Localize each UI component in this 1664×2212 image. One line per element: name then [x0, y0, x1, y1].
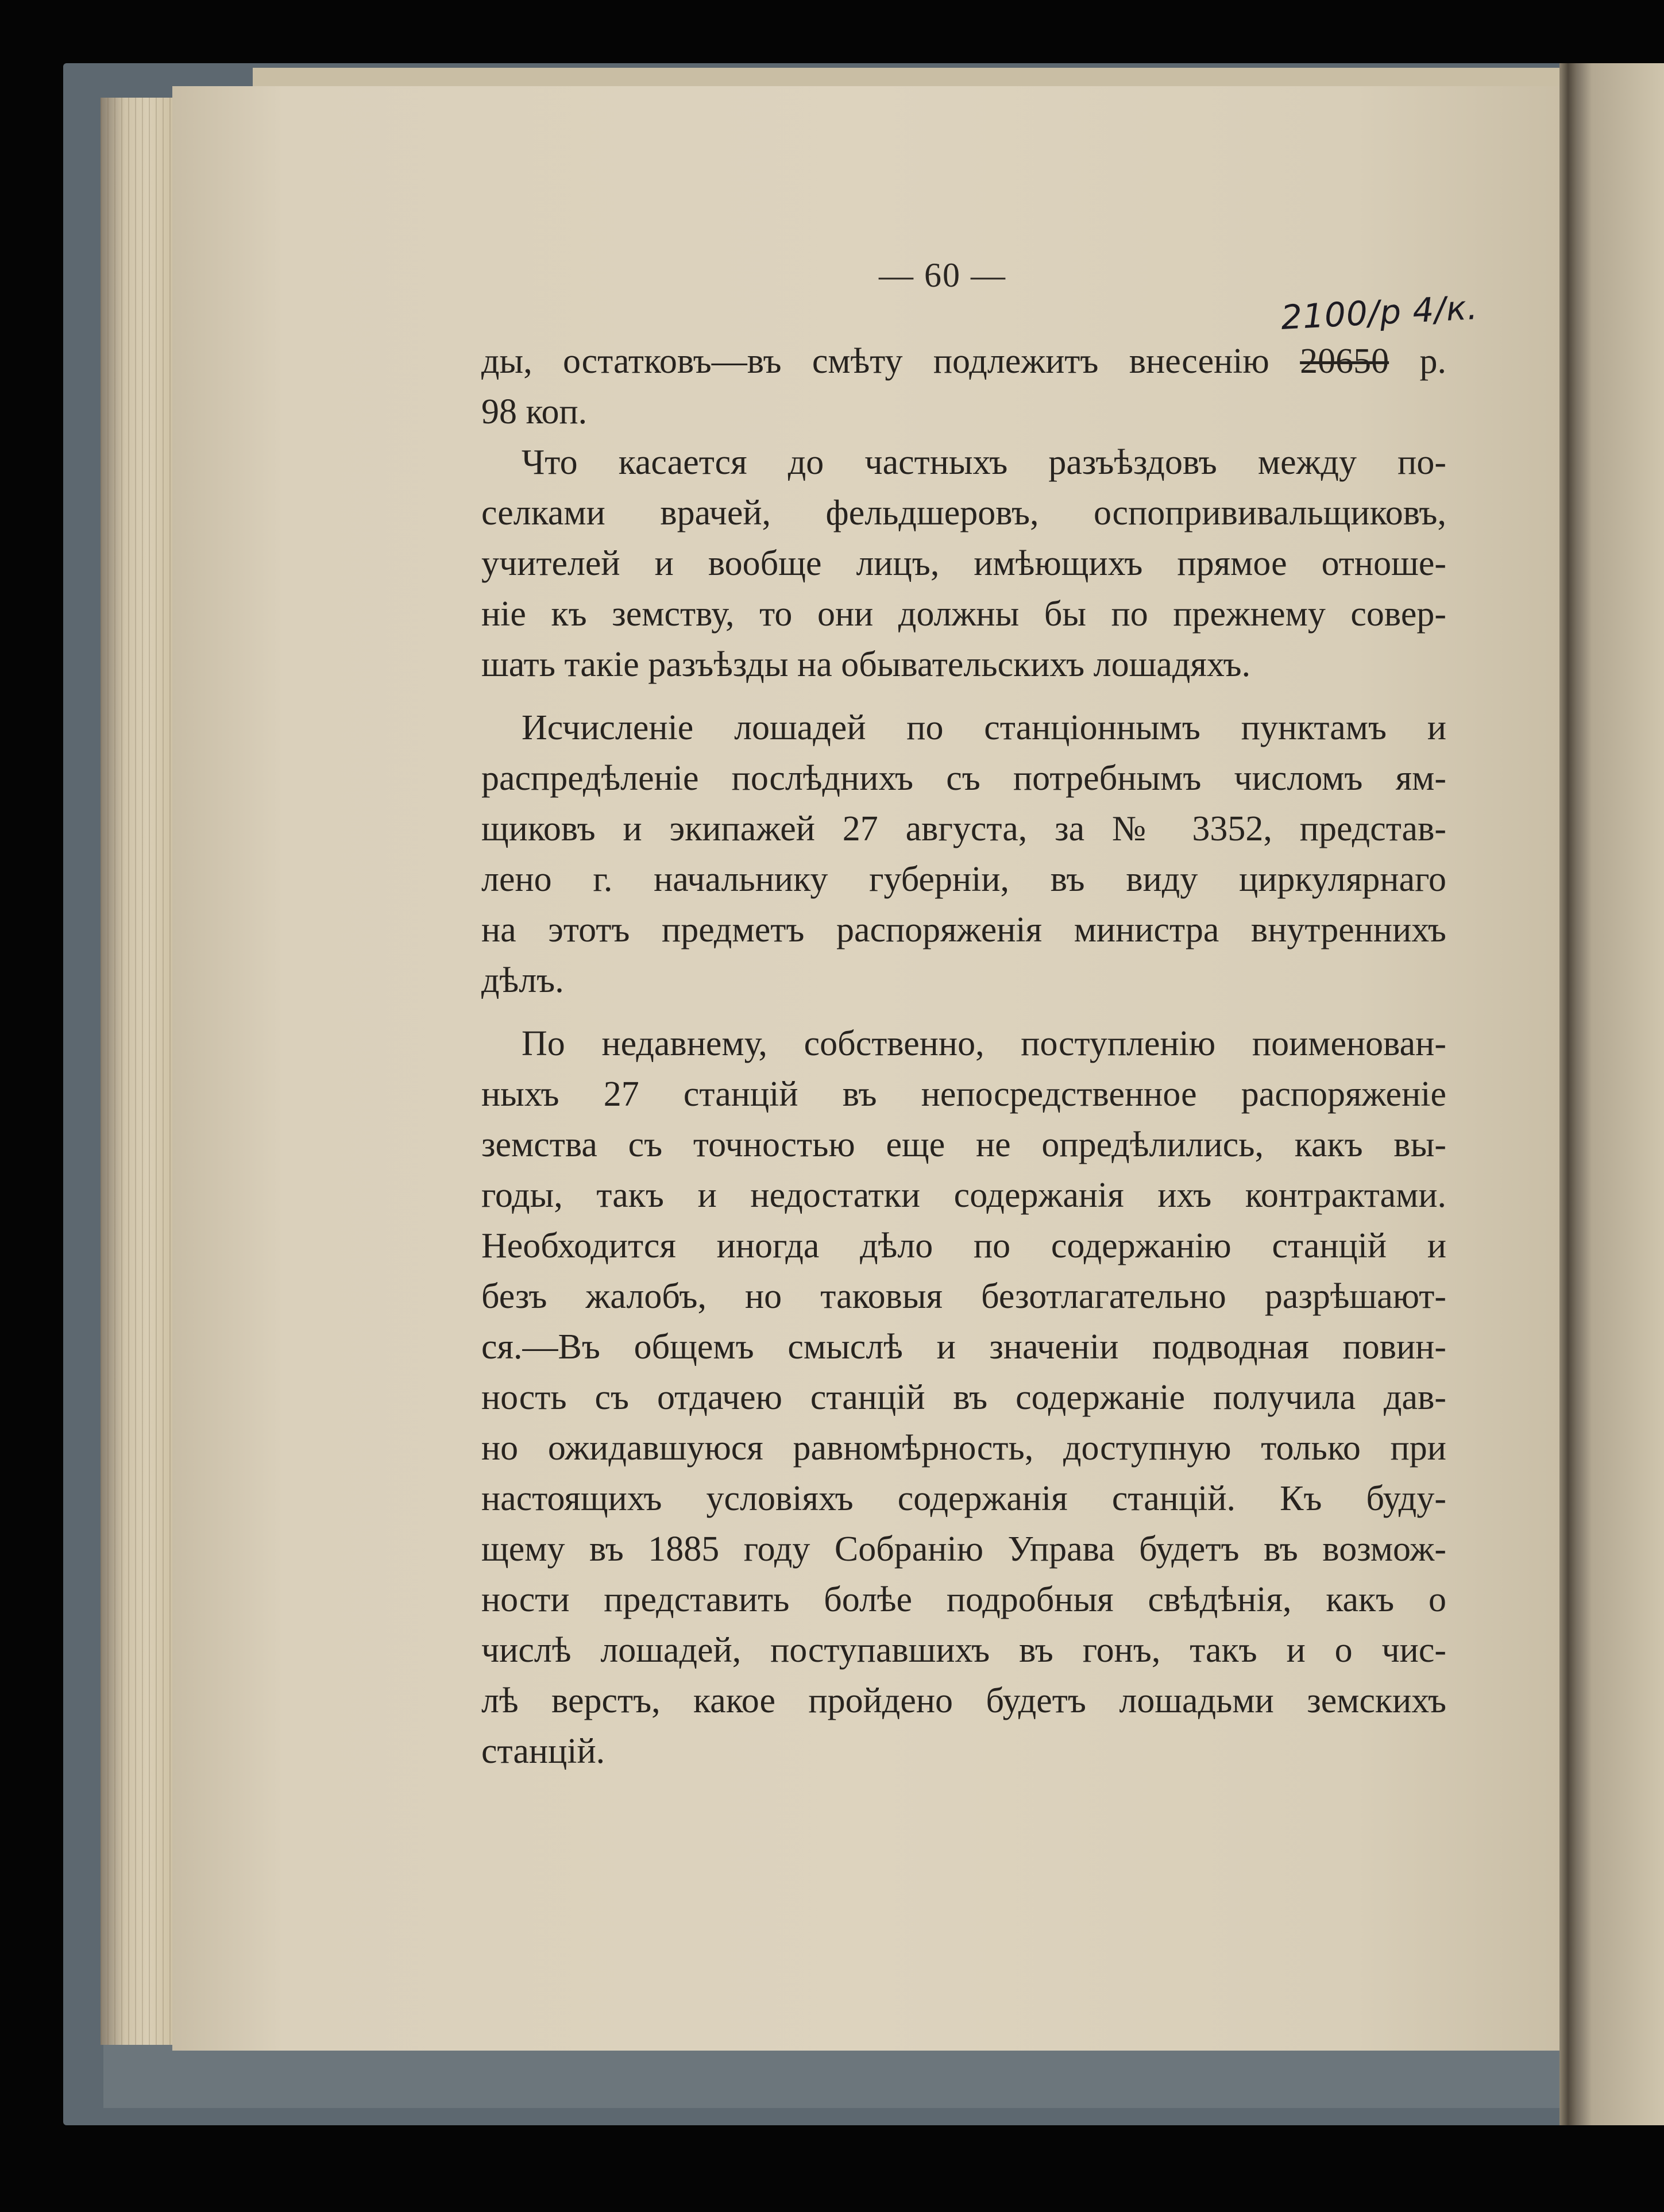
- text-fragment: р.: [1419, 342, 1447, 381]
- text-line: земства съ точностью еще не опредѣлились, какъ вы-: [481, 1125, 1446, 1164]
- text-line: [481, 336, 1446, 387]
- text-line: настоящихъ условіяхъ содержанія станцій. Къ буду-: [481, 1479, 1446, 1518]
- text-line: По недавнему, собственно, поступленію поименован-: [522, 1024, 1446, 1063]
- text-line: но ожидавшуюся равномѣрность, доступную только при: [481, 1429, 1446, 1468]
- text-line: дѣлъ.: [481, 961, 564, 1000]
- page-text: [481, 336, 1446, 1777]
- handwritten-shelfmark: 2100/р 4/к.: [1280, 288, 1479, 337]
- text-line: Исчисленіе лошадей по станціоннымъ пунктамъ и: [522, 708, 1446, 747]
- text-line: лѣ верстъ, какое пройдено будетъ лошадьми земскихъ: [481, 1681, 1446, 1720]
- text-line: щему въ 1885 году Собранію Управа будетъ въ возмож-: [481, 1530, 1446, 1569]
- text-line: шать такіе разъѣзды на обывательскихъ лошадяхъ.: [481, 645, 1251, 684]
- text-line: лено г. начальнику губерніи, въ виду циркулярнаго: [481, 860, 1446, 899]
- text-line: ность съ отдачею станцій въ содержаніе получила дав-: [481, 1378, 1446, 1417]
- text-fragment: ды, остатковъ—въ смѣту подлежитъ внесенію: [481, 342, 1269, 381]
- text-line: ніе къ земству, то они должны бы по прежнему совер-: [481, 595, 1446, 634]
- text-line: Что касается до частныхъ разъѣздовъ между по-: [522, 443, 1446, 482]
- text-line: щиковъ и экипажей 27 августа, за № 3352, представ-: [481, 809, 1446, 848]
- page-stack-lines: [101, 98, 181, 2045]
- text-line: безъ жалобъ, но таковыя безотлагательно разрѣшают-: [481, 1277, 1446, 1316]
- text-line: ныхъ 27 станцій въ непосредственное распоряженіе: [481, 1075, 1446, 1114]
- book-cover-bottom-edge: [103, 2045, 1574, 2108]
- text-line: ности представить болѣе подробныя свѣдѣнія, какъ о: [481, 1580, 1446, 1619]
- text-line: годы, такъ и недостатки содержанія ихъ контрактами.: [481, 1176, 1446, 1215]
- struck-out-number: 20650: [1300, 342, 1389, 381]
- text-line: станцій.: [481, 1732, 605, 1771]
- text-line: Необходится иногда дѣло по содержанію станцій и: [481, 1226, 1446, 1265]
- text-line: ся.—Въ общемъ смыслѣ и значеніи подводная повин-: [481, 1327, 1446, 1366]
- text-line: числѣ лошадей, поступавшихъ въ гонъ, такъ и о чис-: [481, 1631, 1446, 1670]
- page-number: — 60 —: [879, 256, 1006, 294]
- text-line: 98 коп.: [481, 392, 588, 431]
- text-line: учителей и вообще лицъ, имѣющихъ прямое отноше-: [481, 544, 1446, 583]
- book-gutter: [1559, 63, 1577, 2125]
- text-line: на этотъ предметъ распоряженія министра внутреннихъ: [481, 910, 1446, 949]
- text-line: распредѣленіе послѣднихъ съ потребнымъ числомъ ям-: [481, 759, 1446, 798]
- text-line: селками врачей, фельдшеровъ, оспопрививальщиковъ,: [481, 493, 1446, 532]
- facing-page-edge: [1574, 63, 1664, 2125]
